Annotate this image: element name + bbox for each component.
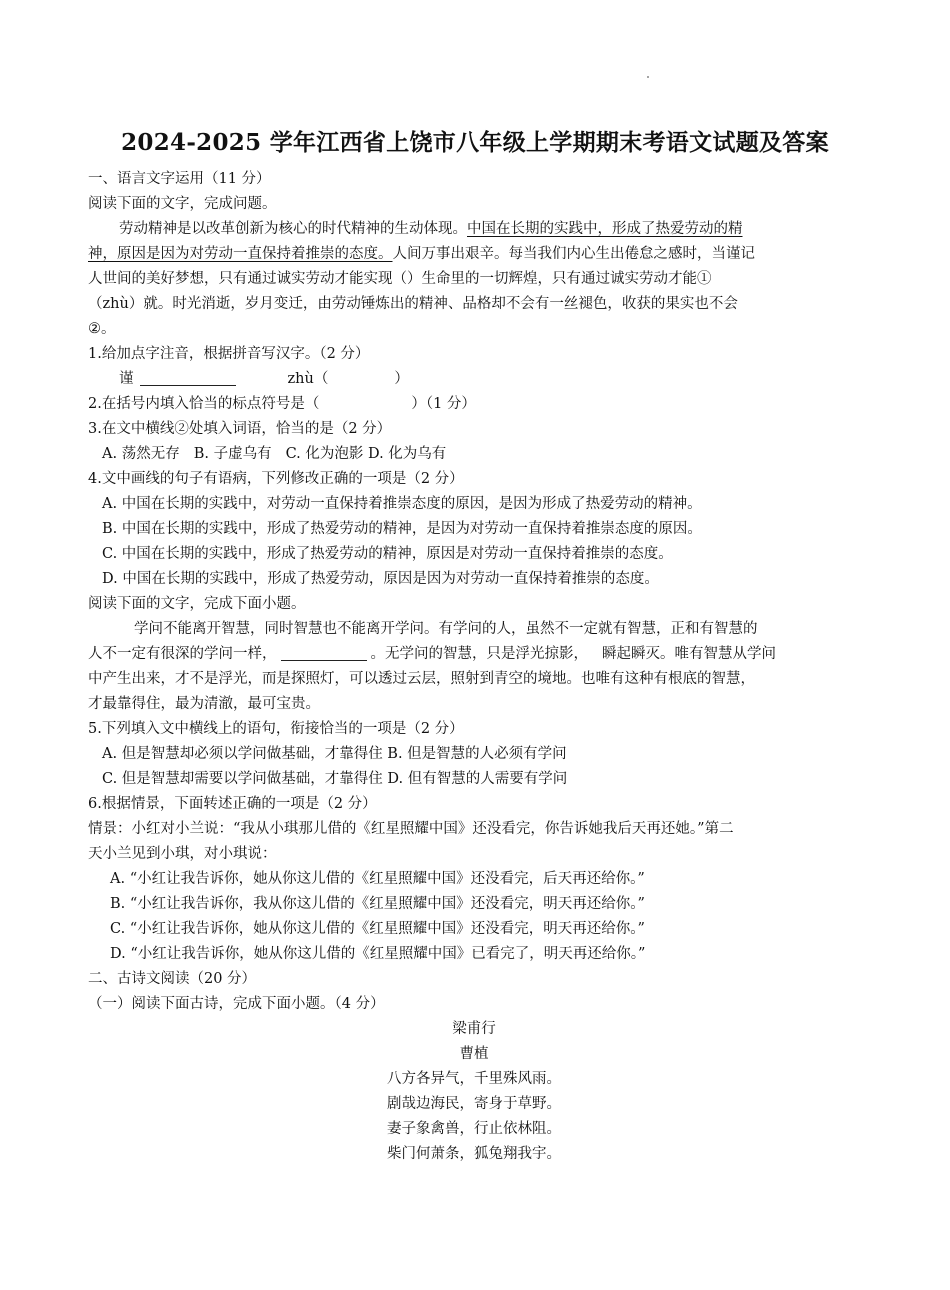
option-a[interactable]: A. 荡然无存 bbox=[102, 446, 180, 462]
section-1-intro: 阅读下面的文字，完成问题。 bbox=[88, 196, 277, 212]
underlined-sentence: 神，原因是因为对劳动一直保持着推崇的态度。 bbox=[88, 246, 393, 262]
poem-line: 柴门何萧条，狐兔翔我宇。 bbox=[387, 1146, 561, 1162]
passage-2-line-2 bbox=[88, 642, 860, 667]
q1-pinyin: zhù（ bbox=[287, 371, 329, 387]
answer-blank-1[interactable] bbox=[140, 371, 236, 386]
option-c[interactable]: C. 中国在长期的实践中，形成了热爱劳动的精神，原因是对劳动一直保持着推崇的态度。 bbox=[102, 546, 673, 562]
section-2-subheader: （一）阅读下面古诗，完成下面小题。（4 分） bbox=[88, 996, 385, 1012]
document-body bbox=[88, 167, 860, 1167]
passage-1-line-4: （zhù）就。时光消逝，岁月变迁，由劳动锤炼出的精神、品格却不会有一丝褪色，收获的果实也不会 bbox=[88, 296, 738, 312]
question-1-answers bbox=[88, 367, 860, 392]
passage-1-line-1 bbox=[88, 217, 860, 242]
poem-line: 八方各异气，千里殊风雨。 bbox=[387, 1071, 561, 1087]
passage-2-text: 人不一定有很深的学问一样， bbox=[88, 646, 277, 662]
poem-title: 梁甫行 bbox=[452, 1021, 496, 1037]
option-a[interactable]: A. “小红让我告诉你，她从你这儿借的《红星照耀中国》还没看完，后天再还给你。” bbox=[110, 871, 645, 887]
underlined-sentence: 中国在长期的实践中，形成了热爱劳动的精 bbox=[467, 221, 743, 237]
question-5-stem: 5.下列填入文中横线上的语句，衔接恰当的一项是（2 分） bbox=[88, 721, 464, 737]
option-d[interactable]: D. “小红让我告诉你，她从你这儿借的《红星照耀中国》已看完了，明天再还给你。” bbox=[110, 946, 646, 962]
section-2-header: 二、古诗文阅读（20 分） bbox=[88, 971, 257, 987]
option-a-b[interactable]: A. 但是智慧却必须以学问做基础，才靠得住 B. 但是智慧的人必须有学问 bbox=[102, 746, 567, 762]
poem-line: 妻子象禽兽，行止依林阻。 bbox=[387, 1121, 561, 1137]
question-6-stem: 6.根据情景，下面转述正确的一项是（2 分） bbox=[88, 796, 377, 812]
passage-2-line-3: 中产生出来，才不是浮光，而是探照灯，可以透过云层，照射到青空的境地。也唯有这种有根底的智慧， bbox=[88, 671, 755, 687]
passage-2-text: 瞬起瞬灭。唯有智慧从学问 bbox=[602, 646, 776, 662]
section-intro-2: 阅读下面的文字，完成下面小题。 bbox=[88, 596, 306, 612]
passage-2-text: 。无学问的智慧，只是浮光掠影， bbox=[370, 646, 588, 662]
document-title: 2024-2025 学年江西省上饶市八年级上学期期末考语文试题及答案 bbox=[121, 129, 829, 156]
question-4-stem: 4.文中画线的句子有语病，下列修改正确的一项是（2 分） bbox=[88, 471, 464, 487]
question-6-context-1: 情景：小红对小兰说：“我从小琪那儿借的《红星照耀中国》还没看完，你告诉她我后天再还她。”第二 bbox=[88, 821, 734, 837]
option-b[interactable]: B. 中国在长期的实践中，形成了热爱劳动的精神，是因为对劳动一直保持着推崇态度的原因。 bbox=[102, 521, 702, 537]
option-c-d[interactable]: C. 但是智慧却需要以学问做基础，才靠得住 D. 但有智慧的人需要有学问 bbox=[102, 771, 568, 787]
passage-1-line-5: ②。 bbox=[88, 321, 116, 337]
poem-line: 剧哉边海民，寄身于草野。 bbox=[387, 1096, 561, 1112]
q1-char: 谨 bbox=[119, 371, 134, 387]
question-2 bbox=[88, 392, 860, 417]
question-2-stem: 2.在括号内填入恰当的标点符号是（ bbox=[88, 396, 320, 412]
passage-1-text: 劳动精神是以改革创新为核心的时代精神的生动体现。 bbox=[119, 221, 467, 237]
option-c[interactable]: C. “小红让我告诉你，她从你这儿借的《红星照耀中国》还没看完，明天再还给你。” bbox=[110, 921, 645, 937]
option-a[interactable]: A. 中国在长期的实践中，对劳动一直保持着推崇态度的原因，是因为形成了热爱劳动的精神。 bbox=[102, 496, 702, 512]
passage-1-text: 人间万事出艰辛。每当我们内心生出倦怠之感时，当谨记 bbox=[392, 246, 755, 262]
option-b[interactable]: B. 子虚乌有 bbox=[193, 446, 272, 462]
question-6-context-2: 天小兰见到小琪，对小琪说： bbox=[88, 846, 277, 862]
question-3-stem: 3.在文中横线②处填入词语，恰当的是（2 分） bbox=[88, 421, 392, 437]
passage-1-line-2 bbox=[88, 242, 860, 267]
answer-blank[interactable] bbox=[281, 646, 367, 661]
question-1-stem: 1.给加点字注音，根据拼音写汉字。（2 分） bbox=[88, 346, 370, 362]
question-2-score: ）（1 分） bbox=[411, 396, 476, 412]
question-3-options bbox=[88, 442, 860, 467]
passage-1-line-3: 人世间的美好梦想，只有通过诚实劳动才能实现（）生命里的一切辉煌，只有通过诚实劳动才能① bbox=[88, 271, 712, 287]
passage-2-line-1: 学问不能离开智慧，同时智慧也不能离开学问。有学问的人，虽然不一定就有智慧，正和有智慧的 bbox=[134, 621, 758, 637]
scan-dot bbox=[647, 76, 649, 78]
poem-author: 曹植 bbox=[459, 1046, 489, 1062]
option-d[interactable]: D. 中国在长期的实践中，形成了热爱劳动，原因是因为对劳动一直保持着推崇的态度。 bbox=[102, 571, 659, 587]
section-1-header: 一、语言文字运用（11 分） bbox=[88, 171, 271, 187]
option-c-d[interactable]: C. 化为泡影 D. 化为乌有 bbox=[285, 446, 447, 462]
q1-pinyin-close: ） bbox=[394, 371, 409, 387]
option-b[interactable]: B. “小红让我告诉你，我从你这儿借的《红星照耀中国》还没看完，明天再还给你。” bbox=[110, 896, 645, 912]
passage-2-line-4: 才最靠得住，最为清澈，最可宝贵。 bbox=[88, 696, 320, 712]
